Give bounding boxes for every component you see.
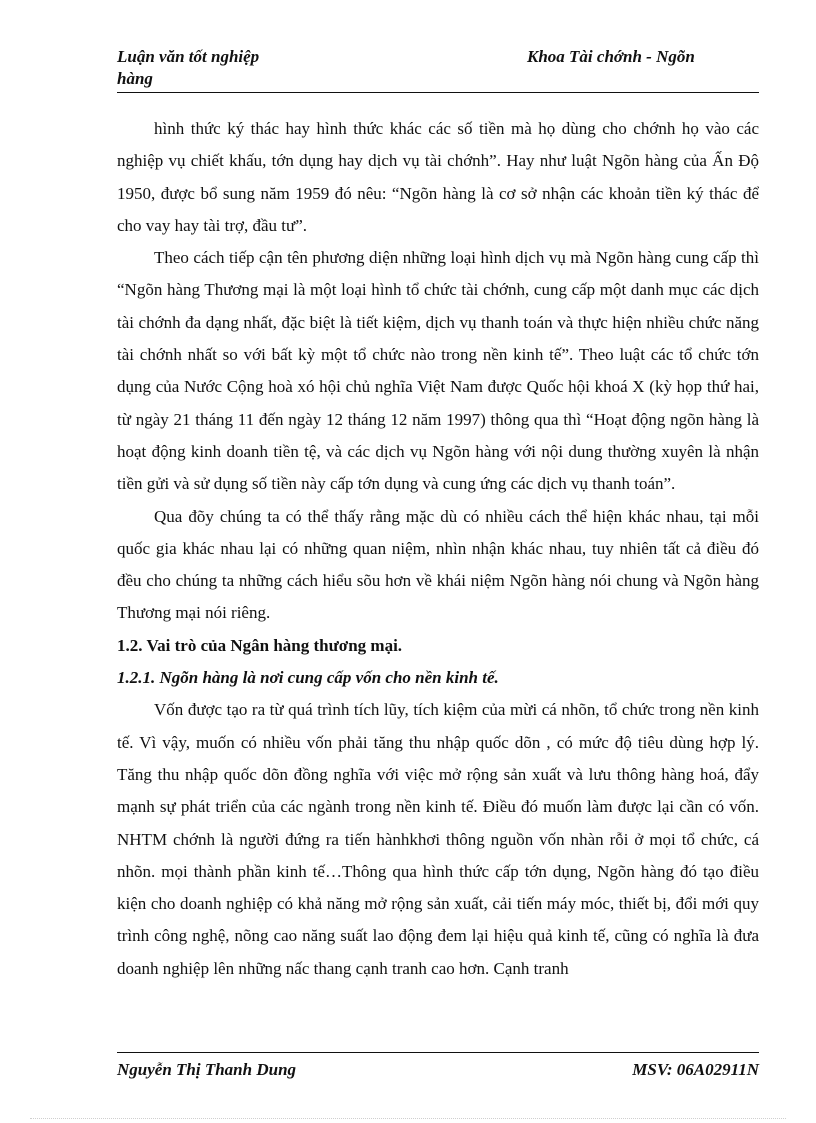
subsection-heading: 1.2.1. Ngõn hàng là nơi cung cấp vốn cho nền kinh tế.	[117, 668, 499, 688]
header-thesis-label: Luận văn tốt nghiệp hàng	[117, 47, 260, 88]
page-edge-divider	[30, 1118, 786, 1119]
paragraph: Qua đõy chúng ta có thể thấy rằng mặc dù có nhiều cách thể hiện khác nhau, tại mỗi quốc gia khác nhau lại có những quan niệm, nhìn nhận khác nhau, tuy nhiên tất cả điều đó đều cho chúng ta những cách hiểu sõu hơn về khái niệm Ngõn hàng nói chung và Ngõn hàng Thương mại nói riêng.	[117, 506, 759, 623]
header-faculty-label: Khoa Tài chớnh - Ngõn	[527, 47, 695, 66]
footer-student-id: MSV: 06A02911N	[632, 1060, 759, 1079]
document-body	[117, 113, 759, 985]
footer-author: Nguyễn Thị Thanh Dung	[117, 1060, 297, 1079]
paragraph: hình thức ký thác hay hình thức khác các số tiền mà họ dùng cho chớnh họ vào các nghiệp vụ chiết khấu, tớn dụng hay dịch vụ tài chớnh”. Hay như luật Ngõn hàng của Ấn Độ 1950, được bổ sung năm 1959 đó nêu: “Ngõn hàng là cơ sở nhận các khoản tiền ký thác để cho vay hay tài trợ, đầu tư”.	[117, 119, 759, 235]
page-footer	[117, 1052, 759, 1083]
section-heading: 1.2. Vai trò của Ngân hàng thương mại.	[117, 635, 403, 655]
page-header	[117, 46, 759, 93]
paragraph: Vốn được tạo ra từ quá trình tích lũy, tích kiệm của mừi cá nhõn, tổ chức trong nền kinh tế. Vì vậy, muốn có nhiều vốn phải tăng thu nhập quốc dõn , có mức độ tiêu dùng hợp lý. Tăng thu nhập quốc dõn đồng nghĩa với việc mở rộng sản xuất và lưu thông hàng hoá, đẩy mạnh sự phát triển của các ngành trong nền kinh tế. Điều đó muốn làm được lại cần có vốn. NHTM chớnh là người đứng ra tiến hànhkhơi thông nguồn vốn nhàn rỗi ở mọi tổ chức, cá nhõn. mọi thành phần kinh tế…Thông qua hình thức cấp tớn dụng, Ngõn hàng đó tạo điều kiện cho doanh nghiệp có khả năng mở rộng sản xuất, cải tiến máy móc, thiết bị, đổi mới quy trình công nghệ, nõng cao năng suất lao động đem lại hiệu quả kinh tế, cũng có nghĩa là đưa doanh nghiệp lên những nấc thang cạnh tranh cao hơn. Cạnh tranh	[117, 700, 759, 978]
paragraph: Theo cách tiếp cận tên phương diện những loại hình dịch vụ mà Ngõn hàng cung cấp thì “Ngõn hàng Thương mại là một loại hình tổ chức tài chớnh, cung cấp một danh mục các dịch tài chớnh đa dạng nhất, đặc biệt là tiết kiệm, dịch vụ thanh toán và thực hiện nhiều chức năng tài chớnh nhất so với bất kỳ một tổ chức nào trong nền kinh tế”. Theo luật các tổ chức tớn dụng của Nước Cộng hoà xó hội chủ nghĩa Việt Nam được Quốc hội khoá X (kỳ họp thứ hai, từ ngày 21 tháng 11 đến ngày 12 tháng 12 năm 1997) thông qua thì “Hoạt động ngõn hàng là hoạt động kinh doanh tiền tệ, và các dịch vụ Ngõn hàng với nội dung thường xuyên là nhận tiền gửi và sử dụng số tiền này cấp tớn dụng và cung ứng các dịch vụ thanh toán”.	[117, 248, 759, 494]
